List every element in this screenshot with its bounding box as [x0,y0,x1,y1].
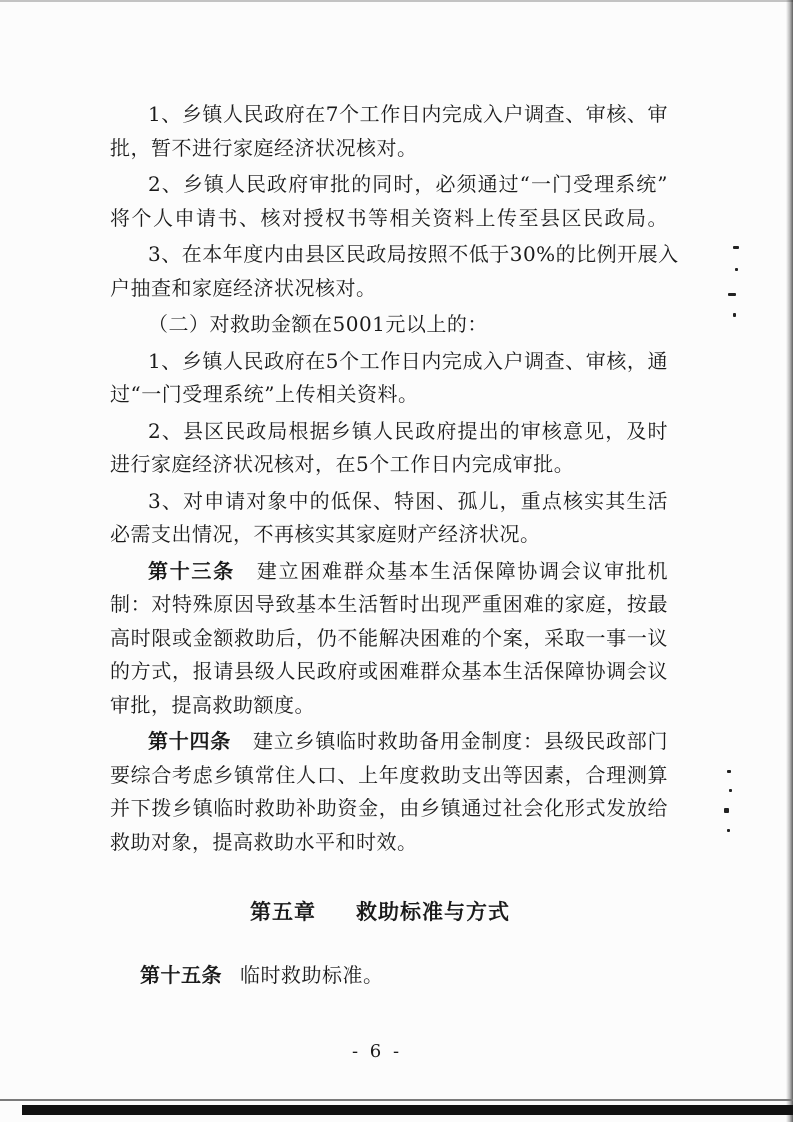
article-label: 第十五条 [140,963,222,987]
paragraph-item-3 [110,238,679,305]
text-line: 2、县区民政局根据乡镇人民政府提出的审核意见，及时 [148,418,668,443]
article-text: 临时救助标准。 [240,963,384,987]
text-line: 并下拨乡镇临时救助补助资金，由乡镇通过社会化形式发放给 [110,796,668,820]
text-line: 户抽查和家庭经济状况核对。 [110,275,377,300]
article-label: 第十三条 [148,558,235,583]
text-line: 审批，提高救助额度。 [110,692,315,717]
scan-mark [728,293,736,296]
text-line: 的方式，报请县级人民政府或困难群众基本生活保障协调会议 [110,659,668,683]
text-line: 将个人申请书、核对授权书等相关资料上传至县区民政局。 [110,205,668,230]
page-number: - 6 - [352,1041,403,1062]
scan-mark [727,829,730,832]
scan-mark [729,789,732,792]
article-text: 建立困难群众基本生活保障协调会议审批机 [256,558,669,583]
paragraph-item-1 [110,98,668,165]
text-line: 进行家庭经济状况核对，在5个工作日内完成审批。 [110,452,575,476]
article-text: 建立乡镇临时救助备用金制度：县级民政部门 [253,729,669,753]
chapter-heading [250,897,510,927]
scan-mark [724,808,729,813]
text-line: 要综合考虑乡镇常住人口、上年度救助支出等因素，合理测算 [110,762,668,787]
scan-top-edge [0,0,793,2]
paragraph-item-2 [110,168,668,235]
paragraph-item-1b [110,345,668,412]
article-14 [110,725,668,859]
article-13 [110,555,668,723]
paragraph-item-2b [110,415,668,482]
scan-mark [733,313,736,317]
article-15 [140,960,384,990]
scan-mark [733,246,739,249]
text-line: 1、乡镇人民政府在7个工作日内完成入户调查、审核、审 [148,102,668,126]
text-line [110,725,668,759]
scan-right-edge [786,0,793,1122]
text-line: 3、在本年度内由县区民政局按照不低于30%的比例开展入 [148,242,679,266]
text-line [110,555,668,589]
text-line: 制：对特殊原因导致基本生活暂时出现严重困难的家庭，按最 [110,592,668,616]
text-line: 1、乡镇人民政府在5个工作日内完成入户调查、审核，通 [148,348,668,373]
scan-bottom-line [0,1099,793,1101]
scan-bottom-band [22,1105,793,1115]
chapter-number: 第五章 [250,899,316,924]
text-line: 2、乡镇人民政府审批的同时，必须通过“一门受理系统” [148,172,668,196]
text-line: 高时限或金额救助后，仍不能解决困难的个案，采取一事一议 [110,625,668,650]
paragraph-item-3b [110,485,668,552]
text-line: 过“一门受理系统”上传相关资料。 [110,382,419,406]
scan-mark [727,770,731,773]
subsection-heading [110,308,668,342]
chapter-title: 救助标准与方式 [356,899,510,924]
text-line: （二）对救助金额在5001元以上的： [148,312,488,336]
body-text [110,98,679,859]
article-label: 第十四条 [148,729,232,753]
text-line: 救助对象，提高救助水平和时效。 [110,829,418,854]
scan-mark [735,268,738,271]
text-line: 批，暂不进行家庭经济状况核对。 [110,135,418,160]
text-line: 必需支出情况，不再核实其家庭财产经济状况。 [110,522,541,546]
text-line: 3、对申请对象中的低保、特困、孤儿，重点核实其生活 [148,488,668,513]
